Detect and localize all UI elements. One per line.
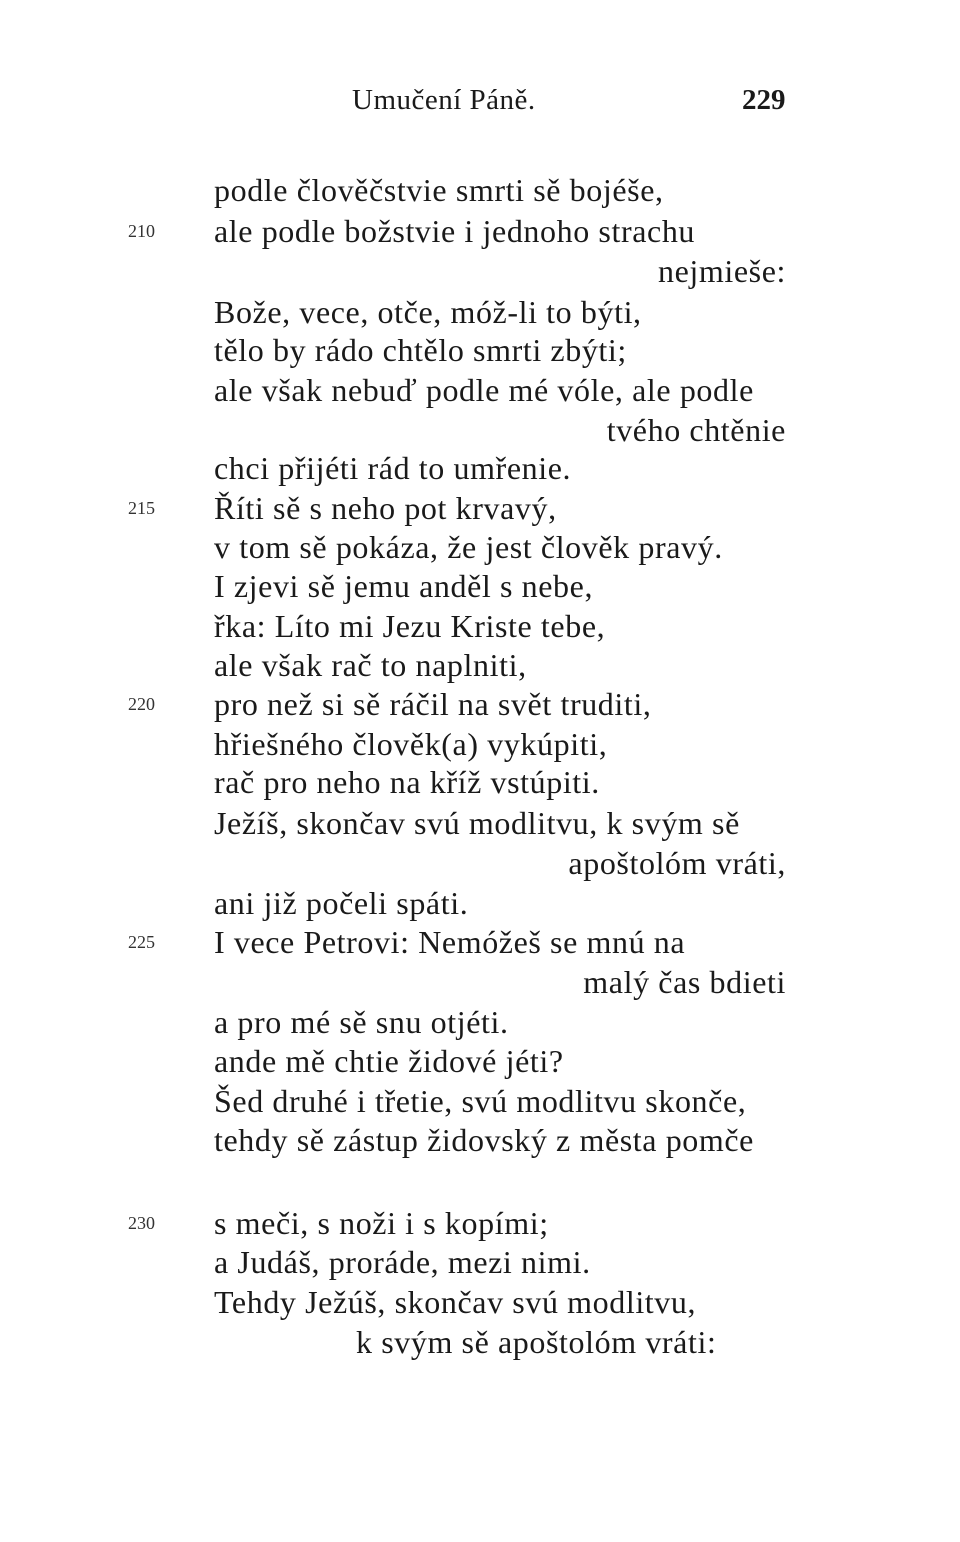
verse-line bbox=[0, 1041, 960, 1081]
line-number: 225 bbox=[128, 932, 155, 952]
verse-text: Šed druhé i třetie, svú modlitvu skonče, bbox=[214, 1083, 747, 1119]
verse-line bbox=[0, 645, 960, 685]
verse-line bbox=[0, 922, 960, 962]
verse-text: apoštolóm vráti, bbox=[568, 845, 786, 881]
verse-line bbox=[0, 803, 960, 843]
verse-text: s meči, s noži i s kopími; bbox=[214, 1205, 549, 1241]
verse-line bbox=[0, 606, 960, 646]
verse-text: tehdy sě zástup židovský z města pomče bbox=[214, 1122, 754, 1158]
verse-line bbox=[0, 566, 960, 606]
verse-line bbox=[0, 843, 960, 883]
verse-line bbox=[0, 1120, 960, 1160]
verse-text: rač pro neho na kříž vstúpiti. bbox=[214, 764, 600, 800]
line-number: 210 bbox=[128, 221, 155, 241]
page-number: 229 bbox=[742, 84, 786, 116]
verse-text: Tehdy Ježúš, skončav svú modlitvu, bbox=[214, 1284, 697, 1320]
verse-text: ani již počeli spáti. bbox=[214, 885, 469, 921]
verse-line bbox=[0, 1282, 960, 1322]
verse-text: Bože, vece, otče, móž-li to býti, bbox=[214, 294, 642, 330]
verse-line bbox=[0, 883, 960, 923]
verse-line bbox=[0, 292, 960, 332]
verse-text: nejmieše: bbox=[657, 253, 786, 289]
verse-line bbox=[0, 724, 960, 764]
line-number: 230 bbox=[128, 1213, 155, 1233]
verse-line bbox=[0, 1203, 960, 1243]
verse-text: podle člověčstvie smrti sě bojéše, bbox=[214, 172, 664, 208]
verse-line bbox=[0, 962, 960, 1002]
verse-text: tělo by rádo chtělo smrti zbýti; bbox=[214, 332, 627, 368]
verse-line bbox=[0, 1002, 960, 1042]
verse-line bbox=[0, 1322, 960, 1362]
verse-text: ale však rač to naplniti, bbox=[214, 647, 527, 683]
verse-line bbox=[0, 488, 960, 528]
verse-text: malý čas bdieti bbox=[583, 964, 786, 1000]
verse-text: pro než si sě ráčil na svět truditi, bbox=[214, 686, 652, 722]
verse-text: v tom sě pokáza, že jest člověk pravý. bbox=[214, 529, 723, 565]
verse-text: tvého chtěnie bbox=[606, 412, 786, 448]
verse-text: I vece Petrovi: Nemóžeš se mnú na bbox=[214, 924, 686, 960]
running-header bbox=[0, 84, 960, 124]
verse-text: řka: Líto mi Jezu Kriste tebe, bbox=[214, 608, 606, 644]
verse-text: a Judáš, proráde, mezi nimi. bbox=[214, 1244, 591, 1280]
line-number: 220 bbox=[128, 694, 155, 714]
verse-line bbox=[0, 448, 960, 488]
line-number: 215 bbox=[128, 498, 155, 518]
verse-text: k svým sě apoštolóm vráti: bbox=[356, 1324, 717, 1360]
verse-text: I zjevi sě jemu anděl s nebe, bbox=[214, 568, 594, 604]
verse-text: Říti sě s neho pot krvavý, bbox=[214, 490, 557, 526]
verse-line bbox=[0, 684, 960, 724]
running-title: Umučení Páně. bbox=[352, 84, 536, 116]
verse-line bbox=[0, 762, 960, 802]
verse-line bbox=[0, 1081, 960, 1121]
verse-line bbox=[0, 251, 960, 291]
verse-text: Ježíš, skončav svú modlitvu, k svým sě bbox=[214, 805, 740, 841]
verse-line bbox=[0, 330, 960, 370]
verse-line bbox=[0, 211, 960, 251]
verse-text: ale podle božstvie i jednoho strachu bbox=[214, 213, 696, 249]
verse-text: a pro mé sě snu otjéti. bbox=[214, 1004, 509, 1040]
verse-line bbox=[0, 370, 960, 410]
verse-text: ale však nebuď podle mé vóle, ale podle bbox=[214, 372, 754, 408]
verse-line bbox=[0, 1242, 960, 1282]
verse-text: hřiešného člověk(a) vykúpiti, bbox=[214, 726, 608, 762]
verse-line bbox=[0, 410, 960, 450]
verse-line bbox=[0, 170, 960, 210]
verse-text: ande mě chtie židové jéti? bbox=[214, 1043, 564, 1079]
verse-line bbox=[0, 527, 960, 567]
verse-text: chci přijéti rád to umřenie. bbox=[214, 450, 572, 486]
